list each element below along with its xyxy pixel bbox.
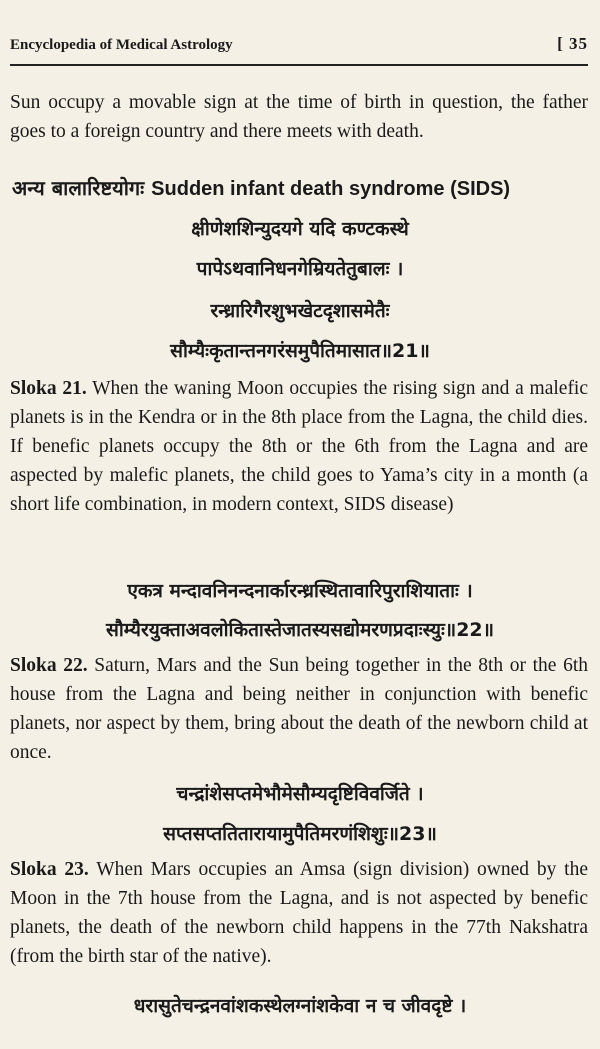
- page-number: [ 35: [557, 34, 588, 53]
- section-heading-english: Sudden infant death syndrome (SIDS): [151, 178, 511, 200]
- verse-22-line-1: एकत्र मन्दावनिनन्दनार्कारन्ध्रस्थितावारिपुराशियाताः ।: [127, 580, 473, 602]
- verse-21-line-2: पापेऽथवानिधनगेम्रियतेतुबालः ।: [196, 258, 404, 280]
- verse-22-line-2: सौम्यैरयुक्ताअवलोकितास्तेजातस्यसद्योमरणप्रदाःस्युः॥22॥: [105, 619, 495, 641]
- verse-21-line-4: सौम्यैःकृतान्तनगरंसमुपैतिमासात॥21॥: [170, 340, 430, 362]
- sloka-21-paragraph: [10, 374, 588, 519]
- sloka-23-paragraph: [10, 855, 588, 971]
- verse-24-line-1: धरासुतेचन्द्रनवांशकस्थेलग्नांशकेवा न च जीवदृष्टे ।: [133, 995, 467, 1017]
- sloka-21-text: When the waning Moon occupies the rising sign and a malefic planets is in the Kendra or in the 8th place from the Lagna, the child dies. If benefic planets occupy the 8th or the 6th from the Lagna and are aspected by malefic planets, the child goes to Yama’s city in a month (a short life combination, in modern context, SIDS disease): [10, 378, 589, 515]
- sloka-21-label: Sloka 21.: [10, 378, 87, 399]
- section-heading: [12, 174, 510, 201]
- intro-paragraph: Sun occupy a movable sign at the time of birth in question, the father goes to a foreign country and there meets with death.: [10, 92, 588, 142]
- sloka-23-text: When Mars occupies an Amsa (sign division) owned by the Moon in the 7th house from the Lagna, and is not aspected by benefic planets, the death of the newborn child happens in the 77th Nakshatra (from the birth star of the native).: [10, 859, 588, 967]
- book-title: Encyclopedia of Medical Astrology: [10, 37, 233, 53]
- verse-21-line-3: रन्ध्रारिगैरशुभखेटदृशासमेतैः: [210, 300, 390, 322]
- section-heading-sanskrit: अन्य बालारिष्टयोगः: [12, 176, 145, 200]
- verse-23-line-1: चन्द्रांशेसप्तमेभौमेसौम्यदृष्टिविवर्जिते ।: [176, 783, 424, 805]
- verse-23-line-2: सप्तसप्ततितारायामुपैतिमरणंशिशुः॥23॥: [163, 823, 437, 845]
- header-rule: [10, 64, 588, 66]
- sloka-23-label: Sloka 23.: [10, 859, 89, 880]
- running-header: [10, 34, 588, 54]
- sloka-22-paragraph: [10, 651, 588, 767]
- verse-21-line-1: क्षीणेशशिन्युदयगे यदि कण्टकस्थे: [191, 218, 409, 240]
- sloka-22-label: Sloka 22.: [10, 655, 88, 676]
- sloka-22-text: Saturn, Mars and the Sun being together in the 8th or the 6th house from the Lagna and being neither in conjunction with benefic planets, nor aspect by them, bring about the death of the newborn child at once.: [10, 655, 588, 763]
